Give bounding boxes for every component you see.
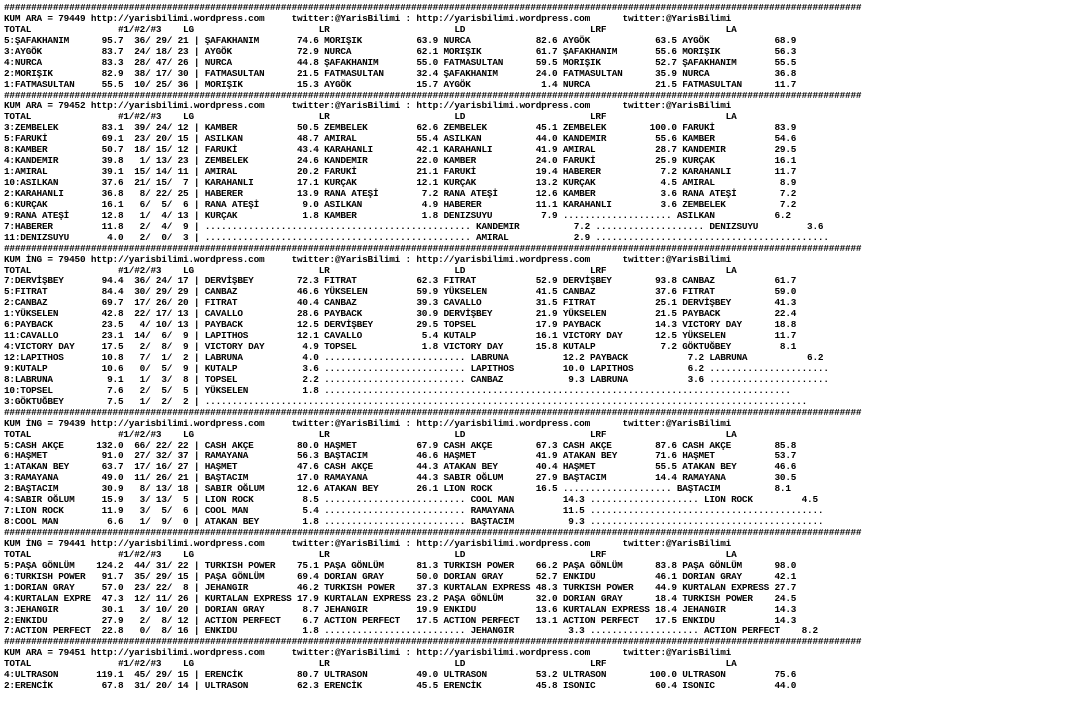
race-header-line: KUM İNG = 79450 http://yarisbilimi.wordpress.com twitter:@YarisBilimi : http://yarisbilimi.wordpress.com twitter:@YarisBilimi [4, 253, 732, 265]
data-line: 4:KURTALAN EXPRE 47.3 12/ 11/ 26 | KURTALAN EXPRESS 17.9 KURTALAN EXPRESS 23.2 PAŞA GÖNLÜM 32.0 DORIAN GRAY 18.4 TURKISH POWER 24.5 [4, 592, 797, 604]
data-line: 4:KANDEMIR 39.8 1/ 13/ 23 | ZEMBELEK 24.6 KANDEMIR 22.0 KAMBER 24.0 FARUKİ 25.9 KURÇAK 16.1 [4, 155, 797, 167]
column-header-line: TOTAL #1/#2/#3 LG LR LD LRF LA [4, 111, 737, 123]
data-line: 7:ACTION PERFECT 22.8 0/ 8/ 16 | ENKIDU 1.8 .......................... JEHANGIR 3.3 .................... ACTION PERFECT 8.2 [4, 625, 818, 637]
data-line: 1:FATMASULTAN 55.5 10/ 25/ 36 | MORIŞIK 15.3 AYGÖK 15.7 AYGÖK 1.4 NURCA 21.5 FATMASULTAN 11.7 [4, 78, 797, 90]
data-line: 3:GÖKTUĞBEY 7.5 1/ 2/ 2 | ............................................................................................................... [4, 395, 808, 407]
data-line: 4:VICTORY DAY 17.5 2/ 8/ 9 | VICTORY DAY 4.9 TOPSEL 1.8 VICTORY DAY 15.8 KUTALP 7.2 GÖKTUĞBEY 8.1 [4, 341, 797, 353]
data-line: 5:ŞAFAKHANIM 95.7 36/ 29/ 21 | ŞAFAKHANIM 74.6 MORIŞIK 63.9 NURCA 82.6 AYGÖK 63.5 AYGÖK 68.9 [4, 34, 797, 46]
data-line: 4:ULTRASON 119.1 45/ 29/ 15 | ERENCİK 80.7 ULTRASON 49.0 ULTRASON 53.2 ULTRASON 100.0 ULTRASON 75.6 [4, 669, 797, 681]
data-line: 1:ATAKAN BEY 63.7 17/ 16/ 27 | HAŞMET 47.6 CASH AKÇE 44.3 ATAKAN BEY 40.4 HAŞMET 55.5 ATAKAN BEY 46.6 [4, 461, 797, 473]
data-line: 7:LION ROCK 11.9 3/ 5/ 6 | COOL MAN 5.4 .......................... RAMAYANA 11.5 ........................................... [4, 505, 824, 517]
column-header-line: TOTAL #1/#2/#3 LG LR LD LRF LA [4, 658, 737, 670]
data-line: 8:LABRUNA 9.1 1/ 3/ 8 | TOPSEL 2.2 .......................... CANBAZ 9.3 LABRUNA 3.6 ...................... [4, 373, 829, 385]
separator-line: ############################################################################################################################################################## [4, 2, 862, 13]
data-line: 3:ZEMBELEK 83.1 39/ 24/ 12 | KAMBER 50.5 ZEMBELEK 62.6 ZEMBELEK 45.1 ZEMBELEK 100.0 FARUKİ 83.9 [4, 122, 797, 134]
column-header-line: TOTAL #1/#2/#3 LG LR LD LRF LA [4, 428, 737, 440]
separator-line: ############################################################################################################################################################## [4, 89, 862, 101]
data-line: 3:AYGÖK 83.7 24/ 18/ 23 | AYGÖK 72.9 NURCA 62.1 MORIŞIK 61.7 ŞAFAKHANIM 55.6 MORIŞIK 56.3 [4, 45, 797, 57]
data-line: 12:LAPITHOS 10.8 7/ 1/ 2 | LABRUNA 4.0 .......................... LABRUNA 12.2 PAYBACK 7.2 LABRUNA 6.2 [4, 352, 824, 363]
data-line: 2:KARAHANLI 36.8 8/ 22/ 25 | HABERER 13.9 RANA ATEŞİ 7.2 RANA ATEŞİ 12.6 KAMBER 3.6 RANA ATEŞİ 7.2 [4, 187, 797, 199]
data-line: 5:CASH AKÇE 132.0 66/ 22/ 22 | CASH AKÇE 80.0 HAŞMET 67.9 CASH AKÇE 67.3 CASH AKÇE 87.6 CASH AKÇE 85.8 [4, 439, 797, 451]
column-header-line: TOTAL #1/#2/#3 LG LR LD LRF LA [4, 264, 737, 276]
data-line: 10:TOPSEL 7.6 2/ 5/ 5 | YÜKSELEN 1.8 ...................................................................................... [4, 384, 791, 396]
race-header-line: KUM ARA = 79452 http://yarisbilimi.wordpress.com twitter:@YarisBilimi : http://yarisbilimi.wordpress.com twitter:@YarisBilimi [4, 100, 732, 112]
separator-line: ############################################################################################################################################################## [4, 242, 862, 254]
data-line: 10:ASILKAN 37.6 21/ 15/ 7 | KARAHANLI 17.1 KURÇAK 12.1 KURÇAK 13.2 KURÇAK 4.5 AMIRAL 8.9 [4, 177, 797, 188]
data-line: 11:DENIZSUYU 4.0 2/ 0/ 3 | ................................................. AMIRAL 2.9 ........................................... [4, 231, 829, 243]
column-header-line: TOTAL #1/#2/#3 LG LR LD LRF LA [4, 23, 737, 35]
data-line: 2:CANBAZ 69.7 17/ 26/ 20 | FITRAT 40.4 CANBAZ 39.3 CAVALLO 31.5 FITRAT 25.1 DERVİŞBEY 41.3 [4, 297, 797, 309]
data-line: 2:ENKIDU 27.9 2/ 8/ 12 | ACTION PERFECT 6.7 ACTION PERFECT 17.5 ACTION PERFECT 13.1 ACTION PERFECT 17.5 ENKIDU 14.3 [4, 614, 797, 626]
separator-line: ############################################################################################################################################################## [4, 636, 862, 648]
data-line: 6:PAYBACK 23.5 4/ 10/ 13 | PAYBACK 12.5 DERVİŞBEY 29.5 TOPSEL 17.9 PAYBACK 14.3 VICTORY DAY 18.8 [4, 319, 797, 331]
data-line: 11:CAVALLO 23.1 14/ 6/ 9 | LAPITHOS 12.1 CAVALLO 5.4 KUTALP 16.1 VICTORY DAY 12.5 YÜKSELEN 11.7 [4, 330, 797, 342]
data-line: 8:KAMBER 50.7 18/ 15/ 12 | FARUKİ 43.4 KARAHANLI 42.1 KARAHANLI 41.9 AMIRAL 28.7 KANDEMIR 29.5 [4, 144, 797, 156]
data-line: 5:FITRAT 84.4 30/ 29/ 29 | CANBAZ 46.6 YÜKSELEN 59.9 YÜKSELEN 41.5 CANBAZ 37.6 FITRAT 59.0 [4, 286, 797, 298]
data-line: 9:KUTALP 10.6 0/ 5/ 9 | KUTALP 3.6 .......................... LAPITHOS 10.0 LAPITHOS 6.2 ...................... [4, 362, 829, 374]
separator-line: ############################################################################################################################################################## [4, 527, 862, 538]
data-line: 2:BAŞTACIM 30.9 8/ 13/ 18 | SABIR OĞLUM 12.6 ATAKAN BEY 26.1 LION ROCK 16.5 .................... BAŞTACIM 8.1 [4, 483, 791, 495]
data-line: 4:SABIR OĞLUM 15.9 3/ 13/ 5 | LION ROCK 8.5 .......................... COOL MAN 14.3 .................... LION ROCK 4.5 [4, 494, 818, 506]
data-line: 3:JEHANGIR 30.1 3/ 10/ 20 | DORIAN GRAY 8.7 JEHANGIR 19.9 ENKIDU 13.6 KURTALAN EXPRESS 18.4 JEHANGIR 14.3 [4, 603, 797, 615]
data-line: 4:NURCA 83.3 28/ 47/ 26 | NURCA 44.8 ŞAFAKHANIM 55.0 FATMASULTAN 59.5 MORIŞIK 52.7 ŞAFAKHANIM 55.5 [4, 56, 797, 68]
race-header-line: KUM İNG = 79441 http://yarisbilimi.wordpress.com twitter:@YarisBilimi : http://yarisbilimi.wordpress.com twitter:@YarisBilimi [4, 537, 732, 549]
race-header-line: KUM İNG = 79439 http://yarisbilimi.wordpress.com twitter:@YarisBilimi : http://yarisbilimi.wordpress.com twitter:@YarisBilimi [4, 417, 732, 429]
data-line: 5:PAŞA GÖNLÜM 124.2 44/ 31/ 22 | TURKISH POWER 75.1 PAŞA GÖNLÜM 81.3 TURKISH POWER 66.2 PAŞA GÖNLÜM 83.8 PAŞA GÖNLÜM 98.0 [4, 559, 797, 571]
data-line: 9:RANA ATEŞİ 12.8 1/ 4/ 13 | KURÇAK 1.8 KAMBER 1.8 DENIZSUYU 7.9 .................... ASILKAN 6.2 [4, 209, 791, 221]
data-line: 7:DERVİŞBEY 94.4 36/ 24/ 17 | DERVİŞBEY 72.3 FITRAT 62.3 FITRAT 52.9 DERVİŞBEY 93.8 CANBAZ 61.7 [4, 275, 797, 287]
data-line: 6:TURKISH POWER 91.7 35/ 29/ 15 | PAŞA GÖNLÜM 69.4 DORIAN GRAY 50.0 DORIAN GRAY 52.7 ENKIDU 46.1 DORIAN GRAY 42.1 [4, 570, 797, 582]
race-header-line: KUM ARA = 79451 http://yarisbilimi.wordpress.com twitter:@YarisBilimi : http://yarisbilimi.wordpress.com twitter:@YarisBilimi [4, 647, 732, 659]
data-line: 3:RAMAYANA 49.0 11/ 26/ 21 | BAŞTACIM 17.0 RAMAYANA 44.3 SABIR OĞLUM 27.9 BAŞTACIM 14.4 RAMAYANA 30.5 [4, 472, 797, 484]
data-line: 6:KURÇAK 16.1 6/ 5/ 6 | RANA ATEŞİ 9.0 ASILKAN 4.9 HABERER 11.1 KARAHANLI 3.6 ZEMBELEK 7.2 [4, 198, 797, 210]
data-line: 5:FARUKİ 69.1 23/ 20/ 15 | ASILKAN 48.7 AMIRAL 55.4 ASILKAN 44.0 KANDEMIR 55.6 KAMBER 54.6 [4, 133, 797, 145]
race-header-line: KUM ARA = 79449 http://yarisbilimi.wordpress.com twitter:@YarisBilimi : http://yarisbilimi.wordpress.com twitter:@YarisBilimi [4, 12, 732, 24]
separator-line: ############################################################################################################################################################## [4, 406, 862, 418]
data-line: 8:COOL MAN 6.6 1/ 9/ 0 | ATAKAN BEY 1.8 .......................... BAŞTACIM 9.3 ........................................... [4, 516, 824, 528]
data-line: 2:ERENCİK 67.8 31/ 20/ 14 | ULTRASON 62.3 ERENCİK 45.5 ERENCİK 45.8 ISONIC 60.4 ISONIC 44.0 [4, 680, 797, 692]
column-header-line: TOTAL #1/#2/#3 LG LR LD LRF LA [4, 548, 737, 560]
data-line: 6:HAŞMET 91.0 27/ 32/ 37 | RAMAYANA 56.3 BAŞTACIM 46.6 HAŞMET 41.9 ATAKAN BEY 71.6 HAŞMET 53.7 [4, 450, 797, 462]
data-line: 1:DORIAN GRAY 57.0 23/ 22/ 8 | JEHANGIR 46.2 TURKISH POWER 37.3 KURTALAN EXPRESS 48.3 TURKISH POWER 44.9 KURTALAN EXPRESS 27.7 [4, 581, 797, 593]
data-line: 2:MORIŞIK 82.9 38/ 17/ 30 | FATMASULTAN 21.5 FATMASULTAN 32.4 ŞAFAKHANIM 24.0 FATMASULTAN 35.9 NURCA 36.8 [4, 67, 797, 79]
data-line: 7:HABERER 11.8 2/ 4/ 9 | ................................................. KANDEMIR 7.2 .................... DENIZSUYU 3.6 [4, 220, 824, 232]
data-line: 1:AMIRAL 39.1 15/ 14/ 11 | AMIRAL 20.2 FARUKİ 21.1 FARUKİ 19.4 HABERER 7.2 KARAHANLI 11.7 [4, 166, 797, 178]
data-line: 1:YÜKSELEN 42.8 22/ 17/ 13 | CAVALLO 28.6 PAYBACK 30.9 DERVİŞBEY 21.9 YÜKSELEN 21.5 PAYBACK 22.4 [4, 308, 797, 320]
